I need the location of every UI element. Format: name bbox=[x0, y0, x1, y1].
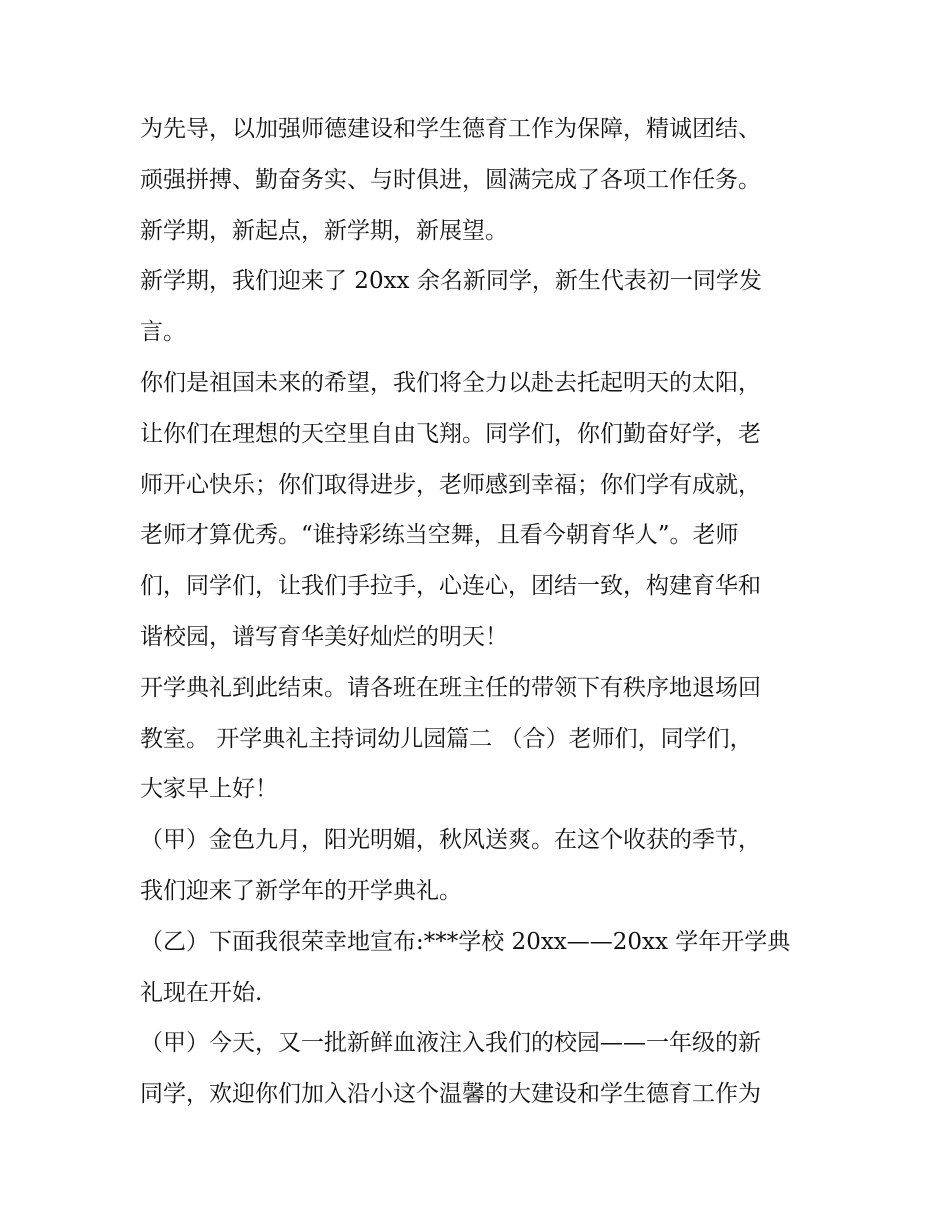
text-line-8: 师开心快乐；你们取得进步，老师感到幸福；你们学有成就， bbox=[140, 471, 761, 498]
text-line-17: （乙）下面我很荣幸地宣布:***学校 20xx——20xx 学年开学典 bbox=[140, 928, 791, 955]
text-line-15: （甲）金色九月，阳光明媚，秋风送爽。在这个收获的季节， bbox=[140, 827, 761, 854]
text-line-19: （甲）今天，又一批新鲜血液注入我们的校园——一年级的新 bbox=[140, 1030, 761, 1057]
document-body bbox=[140, 104, 820, 1120]
text-line-4: 新学期，我们迎来了 20xx 余名新同学，新生代表初一同学发 bbox=[140, 268, 762, 295]
text-line-9: 老师才算优秀。“谁持彩练当空舞，且看今朝育华人”。老师 bbox=[140, 522, 739, 549]
text-line-3: 新学期，新起点，新学期，新展望。 bbox=[140, 217, 508, 244]
text-line-13: 教室。 开学典礼主持词幼儿园篇二 （合）老师们，同学们， bbox=[140, 725, 753, 752]
text-line-1: 为先导，以加强师德建设和学生德育工作为保障，精诚团结、 bbox=[140, 116, 761, 142]
text-line-14: 大家早上好！ bbox=[140, 776, 278, 803]
text-line-10: 们，同学们，让我们手拉手，心连心，团结一致，构建育华和 bbox=[140, 573, 761, 600]
text-line-5: 言。 bbox=[140, 319, 186, 346]
text-line-20: 同学，欢迎你们加入沿小这个温馨的大建设和学生德育工作为 bbox=[140, 1081, 761, 1108]
text-line-6: 你们是祖国未来的希望，我们将全力以赴去托起明天的太阳， bbox=[140, 369, 761, 396]
text-line-2: 顽强拼搏、勤奋务实、与时俱进，圆满完成了各项工作任务。 bbox=[140, 166, 761, 193]
text-line-16: 我们迎来了新学年的开学典礼。 bbox=[140, 877, 462, 904]
text-line-7: 让你们在理想的天空里自由飞翔。同学们，你们勤奋好学，老 bbox=[140, 420, 761, 447]
text-line-11: 谐校园，谱写育华美好灿烂的明天！ bbox=[140, 623, 508, 650]
text-line-18: 礼现在开始. bbox=[140, 979, 263, 1006]
text-line-12: 开学典礼到此结束。请各班在班主任的带领下有秩序地退场回 bbox=[140, 674, 761, 701]
